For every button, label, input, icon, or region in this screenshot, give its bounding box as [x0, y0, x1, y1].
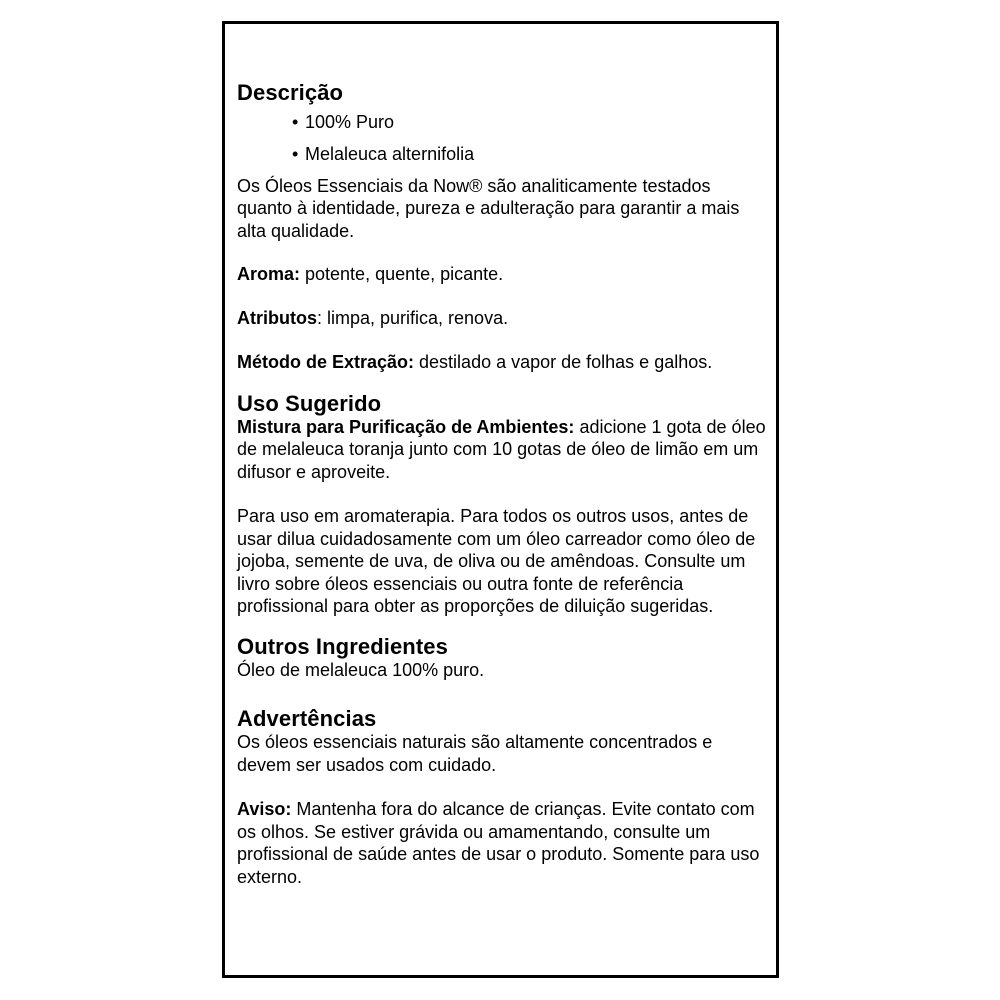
advertencias-heading: Advertências: [237, 706, 377, 731]
atributos-line: [237, 307, 767, 330]
metodo-line: [237, 351, 767, 374]
metodo-label: Método de Extração:: [237, 352, 415, 372]
mistura-text: adicione 1 gota de óleo de melaleuca toranja junto com 10 gotas de óleo de limão em um difusor e aproveite.: [237, 416, 766, 482]
aviso-paragraph: [237, 798, 767, 888]
bullet-text: Melaleuca alternifolia: [305, 144, 475, 164]
uso-heading: Uso Sugerido: [237, 390, 382, 416]
bullet-text: 100% Puro: [305, 112, 395, 132]
metodo-text: destilado a vapor de folhas e galhos.: [414, 352, 713, 372]
aroma-label: Aroma:: [237, 264, 301, 284]
advertencias-body: Os óleos essenciais naturais são altamente concentrados e devem ser usados com cuidado.: [237, 732, 713, 775]
aroma-text: potente, quente, picante.: [300, 264, 504, 284]
ingredientes-body: Óleo de melaleuca 100% puro.: [237, 659, 485, 680]
list-item: [237, 111, 767, 134]
aviso-text: Mantenha fora do alcance de crianças. Evite contato com os olhos. Se estiver grávida ou amamentando, consulte um profissional de saúde antes de usar o produto. Somente para uso externo.: [237, 799, 760, 887]
product-info-content: [237, 80, 767, 888]
bullet-icon: •: [292, 112, 299, 132]
descricao-bullet-list: [237, 111, 767, 166]
descricao-body: Os Óleos Essenciais da Now® são analiticamente testados quanto à identidade, pureza e adulteração para garantir a mais alta qualidade.: [237, 175, 740, 241]
uso-body: Para uso em aromaterapia. Para todos os outros usos, antes de usar dilua cuidadosamente com um óleo carreador como óleo de jojoba, semente de uva, de oliva ou de amêndoas. Consulte um livro sobre óleos essenciais ou outra fonte de referência profissional para obter as proporções de diluição sugeridas.: [237, 506, 756, 616]
product-info-panel: [222, 21, 779, 978]
mistura-label: Mistura para Purificação de Ambientes:: [237, 416, 575, 437]
atributos-text: : limpa, purifica, renova.: [317, 308, 509, 328]
atributos-label: Atributos: [237, 308, 317, 328]
aroma-line: [237, 263, 767, 286]
mistura-paragraph: [237, 416, 767, 484]
aviso-label: Aviso:: [237, 799, 292, 819]
bullet-icon: •: [292, 144, 299, 164]
descricao-heading: Descrição: [237, 80, 344, 105]
ingredientes-heading: Outros Ingredientes: [237, 633, 448, 659]
list-item: [237, 143, 767, 166]
